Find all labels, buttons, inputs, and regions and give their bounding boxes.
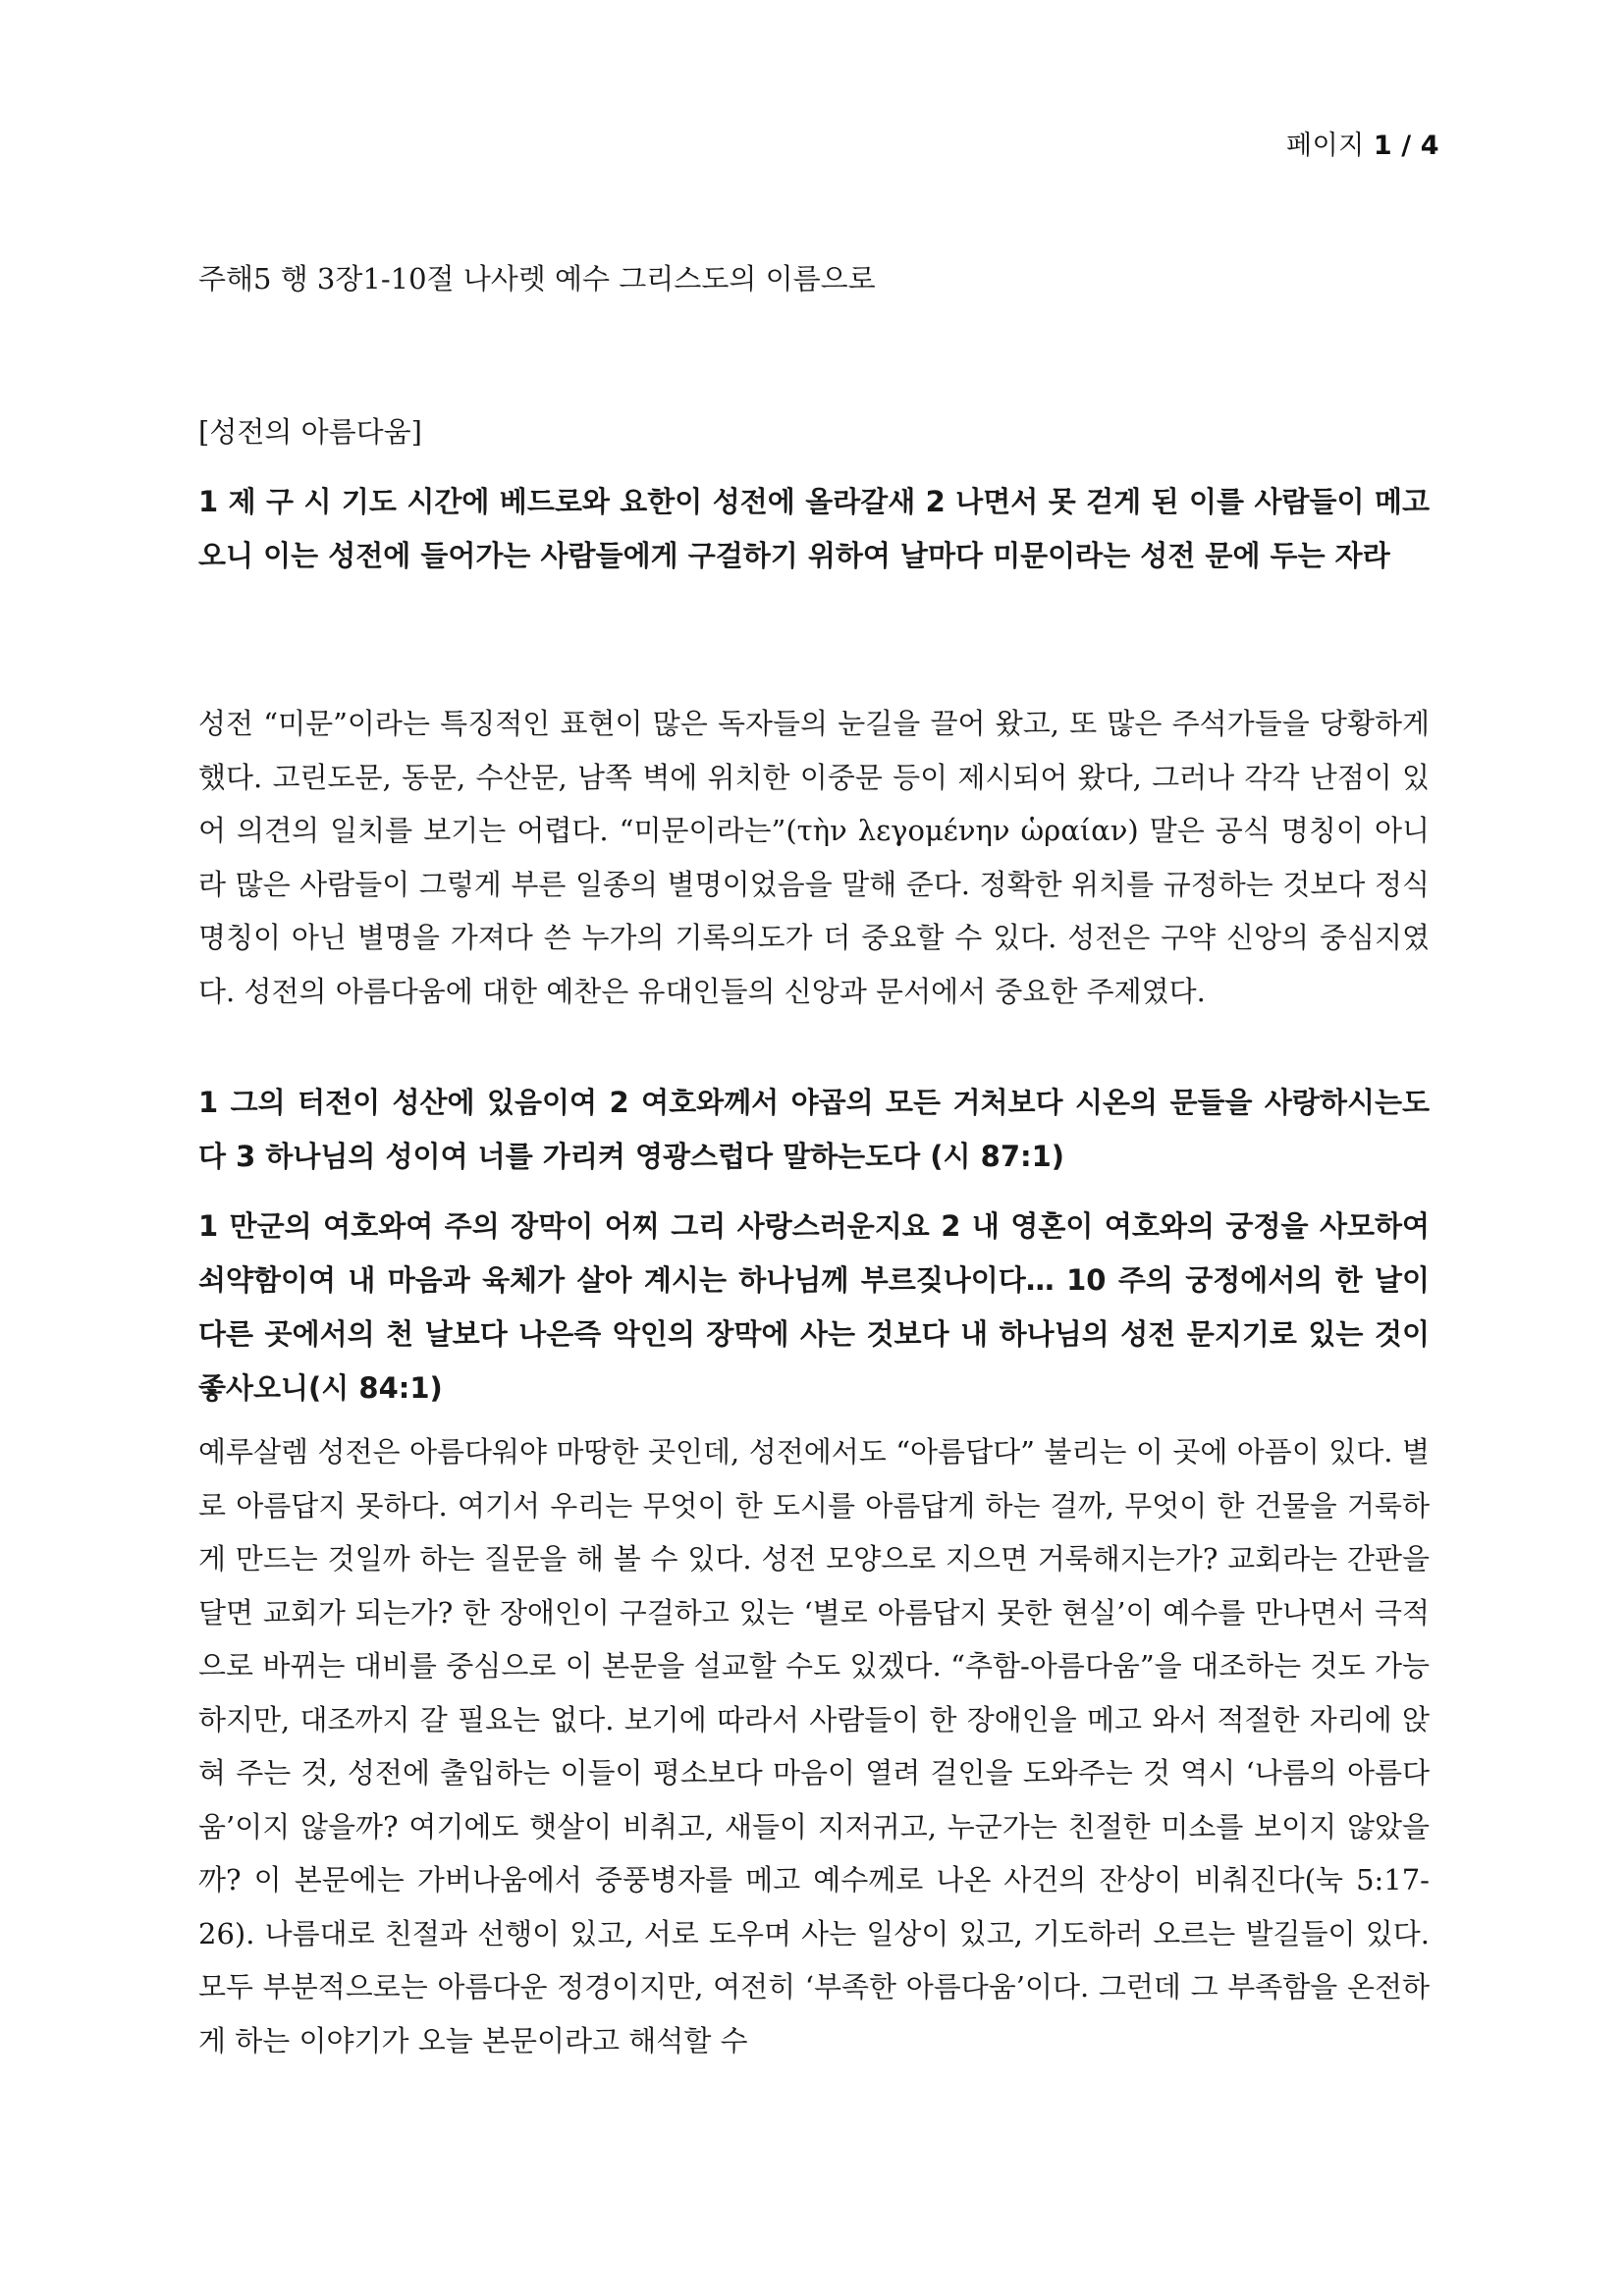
page-separator: / [1401, 131, 1412, 161]
scripture-passage: 1 제 구 시 기도 시간에 베드로와 요한이 성전에 올라갈새 2 나면서 못 걷게 된 이를 사람들이 메고 오니 이는 성전에 들어가는 사람들에게 구걸하기 위하여 날마다 미문이라는 성전 문에 두는 자라 [198, 485, 1430, 572]
page-total: 4 [1420, 131, 1439, 161]
commentary-paragraph-2: 예루살렘 성전은 아름다워야 마땅한 곳인데, 성전에서도 “아름답다” 불리는 이 곳에 아픔이 있다. 별로 아름답지 못하다. 여기서 우리는 무엇이 한 도시를 아름답게 하는 걸까, 무엇이 한 건물을 거룩하게 만드는 것일까 하는 질문을 해 볼 수 있다. 성전 모양으로 지으면 거룩해지는가? 교회라는 간판을 달면 교회가 되는가? 한 장애인이 구걸하고 있는 ‘별로 아름답지 못한 현실’이 예수를 만나면서 극적으로 바뀌는 대비를 중심으로 이 본문을 설교할 수도 있겠다. “추함-아름다움”을 대조하는 것도 가능하지만, 대조까지 갈 필요는 없다. 보기에 따라서 사람들이 한 장애인을 메고 와서 적절한 자리에 앉혀 주는 것, 성전에 출입하는 이들이 평소보다 마음이 열려 걸인을 도와주는 것 역시 ‘나름의 아름다움’이지 않을까? 여기에도 햇살이 비취고, 새들이 지저귀고, 누군가는 친절한 미소를 보이지 않았을까? 이 본문에는 가버나움에서 중풍병자를 메고 예수께로 나온 사건의 잔상이 비춰진다(눅 5:17-26). 나름대로 친절과 선행이 있고, 서로 도우며 사는 일상이 있고, 기도하러 오르는 발길들이 있다. 모두 부분적으로는 아름다운 정경이지만, 여전히 ‘부족한 아름다움’이다. 그런데 그 부족함을 온전하게 하는 이야기가 오늘 본문이라고 해석할 수 [198, 1435, 1430, 2057]
page-indicator [1286, 124, 1439, 162]
page-current: 1 [1373, 131, 1393, 161]
commentary-paragraph-1: 성전 “미문”이라는 특징적인 표현이 많은 독자들의 눈길을 끌어 왔고, 또 많은 주석가들을 당황하게 했다. 고린도문, 동문, 수산문, 남쪽 벽에 위치한 이중문 등이 제시되어 왔다, 그러나 각각 난점이 있어 의견의 일치를 보기는 어렵다. “미문이라는”(τὴν λεγομένην ὡραίαν) 말은 공식 명칭이 아니라 많은 사람들이 그렇게 부른 일종의 별명이었음을 말해 준다. 정확한 위치를 규정하는 것보다 정식명칭이 아닌 별명을 가져다 쓴 누가의 기록의도가 더 중요할 수 있다. 성전은 구약 신앙의 중심지였다. 성전의 아름다움에 대한 예찬은 유대인들의 신앙과 문서에서 중요한 주제였다. [198, 707, 1430, 1008]
page-label: 페이지 [1286, 131, 1365, 161]
psalm-87-quote: 1 그의 터전이 성산에 있음이여 2 여호와께서 야곱의 모든 거처보다 시온의 문들을 사랑하시는도다 3 하나님의 성이여 너를 가리켜 영광스럽다 말하는도다 (시 87:1) [198, 1086, 1430, 1173]
document-title: 주해5 행 3장1-10절 나사렛 예수 그리스도의 이름으로 [198, 262, 876, 295]
section-heading: [성전의 아름다움] [198, 415, 422, 449]
psalm-84-quote: 1 만군의 여호와여 주의 장막이 어찌 그리 사랑스러운지요 2 내 영혼이 여호와의 궁정을 사모하여 쇠약함이여 내 마음과 육체가 살아 계시는 하나님께 부르짖나이다… 10 주의 궁정에서의 한 날이 다른 곳에서의 천 날보다 나은즉 악인의 장막에 사는 것보다 내 하나님의 성전 문지기로 있는 것이 좋사오니(시 84:1) [198, 1209, 1430, 1405]
